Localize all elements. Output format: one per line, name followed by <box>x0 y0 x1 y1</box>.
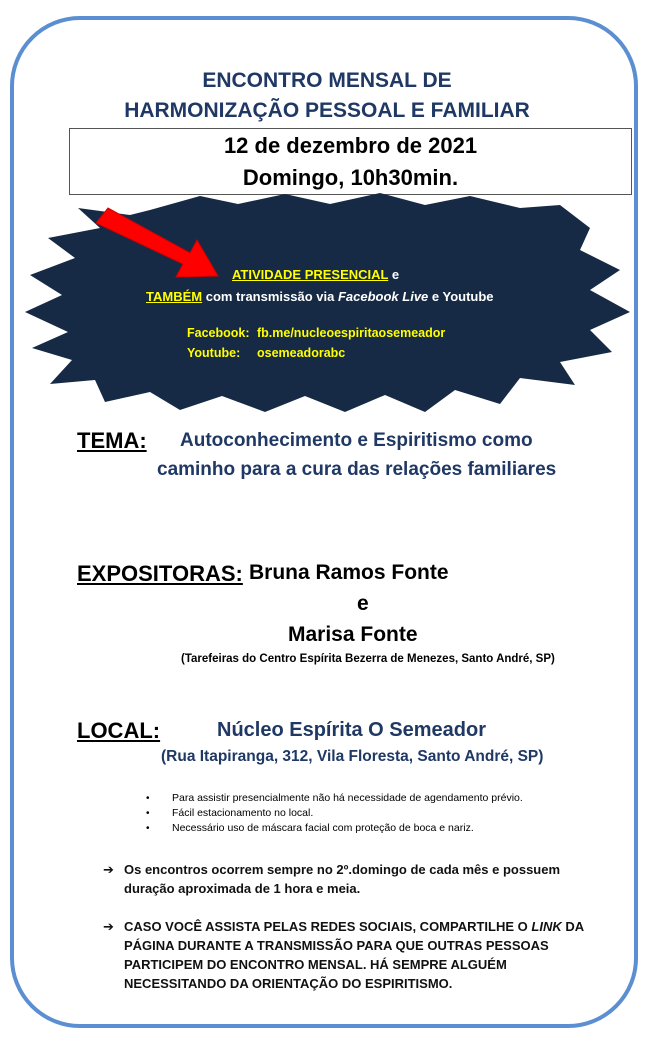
facebook-link[interactable]: fb.me/nucleoespiritaosemeador <box>257 326 446 340</box>
transmission-line <box>146 289 494 304</box>
expositoras-heading: EXPOSITORAS: <box>77 561 243 586</box>
event-time: Domingo, 10h30min. <box>242 165 459 190</box>
list-item: • Para assistir presencialmente não há necessidade de agendamento prévio. <box>146 791 523 806</box>
activity-conj: e <box>391 267 400 282</box>
speaker-conj: e <box>357 592 369 615</box>
title-line-2: HARMONIZAÇÃO PESSOAL E FAMILIAR <box>124 99 530 122</box>
list-item: • Necessário uso de máscara facial com proteção de boca e nariz. <box>146 821 523 836</box>
venue-name: Núcleo Espírita O Semeador <box>217 719 486 741</box>
venue-address: (Rua Itapiranga, 312, Vila Floresta, Santo André, SP) <box>161 748 544 765</box>
right-arrow-icon: ➔ <box>103 919 114 934</box>
local-heading: LOCAL: <box>77 718 161 743</box>
activity-line <box>232 267 399 282</box>
youtube-link[interactable]: osemeadorabc <box>257 346 346 360</box>
note-share-part-1: CASO VOCÊ ASSISTA PELAS REDES SOCIAIS, COMPARTILHE O <box>124 919 528 934</box>
youtube-label: Youtube: <box>187 346 241 360</box>
tema-line-1: Autoconhecimento e Espiritismo como <box>180 430 533 451</box>
transmission-text: com transmissão via <box>205 289 335 304</box>
event-date: 12 de dezembro de 2021 <box>223 133 478 158</box>
right-arrow-icon: ➔ <box>103 862 114 877</box>
note-share-part-2: DA PÁGINA DURANTE A TRANSMISSÃO PARA QUE OUTRAS PESSOAS PARTICIPEM DO ENCONTRO MENSAL. HÁ SEMPRE ALGUÉM NECESSITANDO DA ORIENTAÇÃO DO ESPIRITISMO. <box>124 919 584 991</box>
speaker-1: Bruna Ramos Fonte <box>249 561 449 584</box>
speakers-note: (Tarefeiras do Centro Espírita Bezerra de Menezes, Santo André, SP) <box>181 653 555 665</box>
facebook-label: Facebook: <box>187 326 250 340</box>
tema-heading: TEMA: <box>77 428 147 453</box>
tambem-label: TAMBÉM <box>146 289 203 304</box>
list-item: • Fácil estacionamento no local. <box>146 806 523 821</box>
info-bullet-list <box>146 791 523 836</box>
note-share-text <box>124 917 594 993</box>
activity-label: ATIVIDADE PRESENCIAL <box>232 267 389 282</box>
facebook-live-text: Facebook Live <box>337 289 429 304</box>
note-schedule-text: Os encontros ocorrem sempre no 2º.domingo de cada mês e possuem duração aproximada de 1 hora e meia. <box>124 862 561 896</box>
tema-line-2: caminho para a cura das relações familiares <box>157 459 557 480</box>
youtube-text: e Youtube <box>431 289 494 304</box>
speaker-2: Marisa Fonte <box>288 623 418 646</box>
title-line-1: ENCONTRO MENSAL DE <box>202 69 452 92</box>
note-share-link-word: LINK <box>531 919 562 934</box>
